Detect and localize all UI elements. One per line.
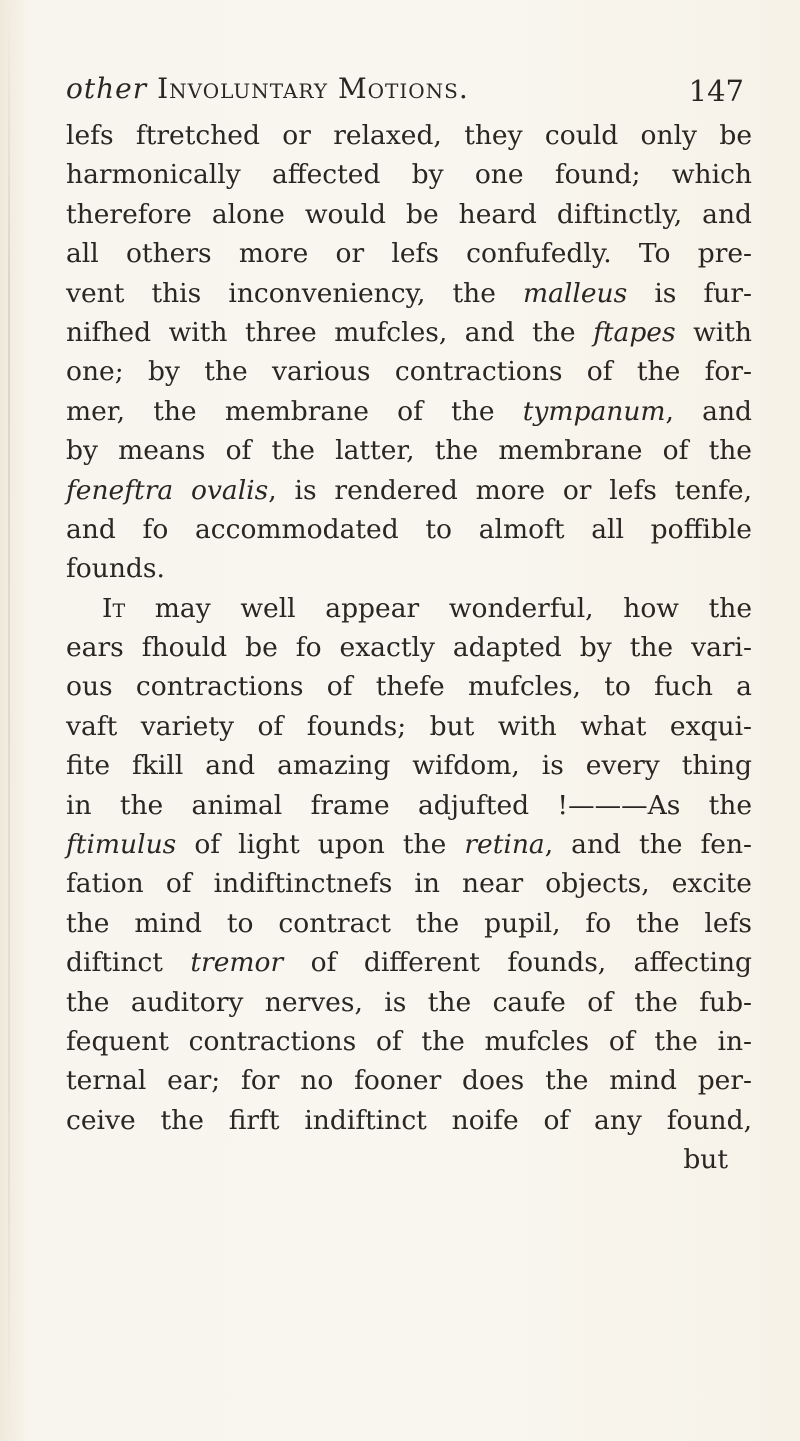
text-segment: , and bbox=[665, 395, 752, 427]
text-segment: all others more or lefs confufedly. To pre- bbox=[66, 238, 752, 270]
text-segment: It bbox=[102, 592, 126, 624]
text-line bbox=[66, 904, 752, 943]
text-line bbox=[66, 1061, 752, 1100]
italic-term: tremor bbox=[190, 947, 284, 979]
text-segment: may well appear wonderful, how the bbox=[125, 592, 752, 624]
text-segment: the auditory nerves, is the caufe of the fub- bbox=[66, 986, 752, 1018]
running-head-title: Involuntary Motions. bbox=[157, 72, 469, 105]
page-number: 147 bbox=[688, 74, 744, 108]
text-segment: by means of the latter, the membrane of the bbox=[66, 435, 752, 467]
text-segment: lefs ftretched or relaxed, they could only be bbox=[66, 120, 752, 151]
text-line bbox=[66, 313, 752, 352]
text-segment: fation of indiftinctnefs in near objects, excite bbox=[66, 868, 752, 900]
text-line bbox=[66, 667, 752, 706]
text-segment: fequent contractions of the mufcles of the in- bbox=[66, 1025, 752, 1057]
text-line bbox=[66, 352, 752, 391]
text-segment: ous contractions of thefe mufcles, to fuch a bbox=[66, 671, 752, 703]
text-line bbox=[66, 274, 752, 313]
italic-term: ftimulus bbox=[66, 829, 177, 861]
italic-term: ftapes bbox=[593, 316, 676, 348]
text-segment: with bbox=[675, 316, 752, 348]
text-line bbox=[66, 116, 752, 155]
text-line bbox=[66, 983, 752, 1022]
text-segment: vent this inconveniency, the bbox=[66, 277, 523, 309]
text-segment: one; by the various contractions of the for- bbox=[66, 356, 752, 388]
italic-term: malleus bbox=[523, 277, 628, 309]
text-line bbox=[66, 510, 752, 549]
text-line bbox=[66, 746, 752, 785]
text-line bbox=[66, 1022, 752, 1061]
text-line bbox=[66, 943, 752, 982]
text-segment: mer, the membrane of the bbox=[66, 395, 523, 427]
text-line bbox=[66, 1101, 752, 1140]
text-segment: the mind to contract the pupil, fo the lefs bbox=[66, 907, 752, 939]
italic-term: retina bbox=[464, 829, 545, 861]
page-header bbox=[66, 72, 746, 116]
text-line bbox=[66, 786, 752, 825]
running-head-italic: other bbox=[66, 72, 148, 105]
text-segment: in the animal frame adjufted !———As the bbox=[66, 789, 752, 821]
text-line bbox=[66, 864, 752, 903]
text-line bbox=[66, 431, 752, 470]
text-segment: vaft variety of founds; but with what exqui- bbox=[66, 710, 752, 742]
text-line bbox=[66, 707, 752, 746]
text-segment: ears fhould be fo exactly adapted by the vari- bbox=[66, 632, 752, 664]
text-segment: founds. bbox=[66, 553, 165, 585]
text-segment: and fo accommodated to almoft all poffible bbox=[66, 513, 752, 545]
text-line bbox=[66, 549, 752, 588]
text-segment: nifhed with three mufcles, and the bbox=[66, 316, 594, 348]
text-segment: ternal ear; for no fooner does the mind per- bbox=[66, 1065, 752, 1097]
text-segment: , is rendered more or lefs tenfe, bbox=[268, 474, 752, 506]
page-gutter-shadow bbox=[8, 0, 10, 1441]
text-line bbox=[66, 234, 752, 273]
text-segment: harmonically affected by one found; which bbox=[66, 159, 752, 191]
text-line bbox=[66, 1140, 752, 1179]
text-segment: fite fkill and amazing wifdom, is every thing bbox=[66, 750, 752, 782]
body-text bbox=[66, 116, 752, 1180]
text-segment: of different founds, affecting bbox=[283, 947, 752, 979]
running-head bbox=[66, 72, 469, 105]
text-segment: therefore alone would be heard diftinctly, and bbox=[66, 198, 752, 230]
text-line bbox=[66, 155, 752, 194]
text-line bbox=[66, 825, 752, 864]
text-segment: diftinct bbox=[66, 947, 191, 979]
text-line bbox=[66, 589, 752, 628]
text-line bbox=[66, 628, 752, 667]
italic-term: tympanum bbox=[522, 395, 666, 427]
text-line bbox=[66, 471, 752, 510]
text-line bbox=[66, 195, 752, 234]
text-segment: of light upon the bbox=[176, 829, 465, 861]
italic-term: feneftra ovalis bbox=[66, 474, 269, 506]
text-segment: but bbox=[683, 1144, 728, 1176]
text-line bbox=[66, 392, 752, 431]
text-segment: , and the fen- bbox=[544, 829, 753, 861]
text-segment: is fur- bbox=[627, 277, 752, 309]
text-segment: ceive the firft indiftinct noife of any found, bbox=[66, 1104, 752, 1136]
